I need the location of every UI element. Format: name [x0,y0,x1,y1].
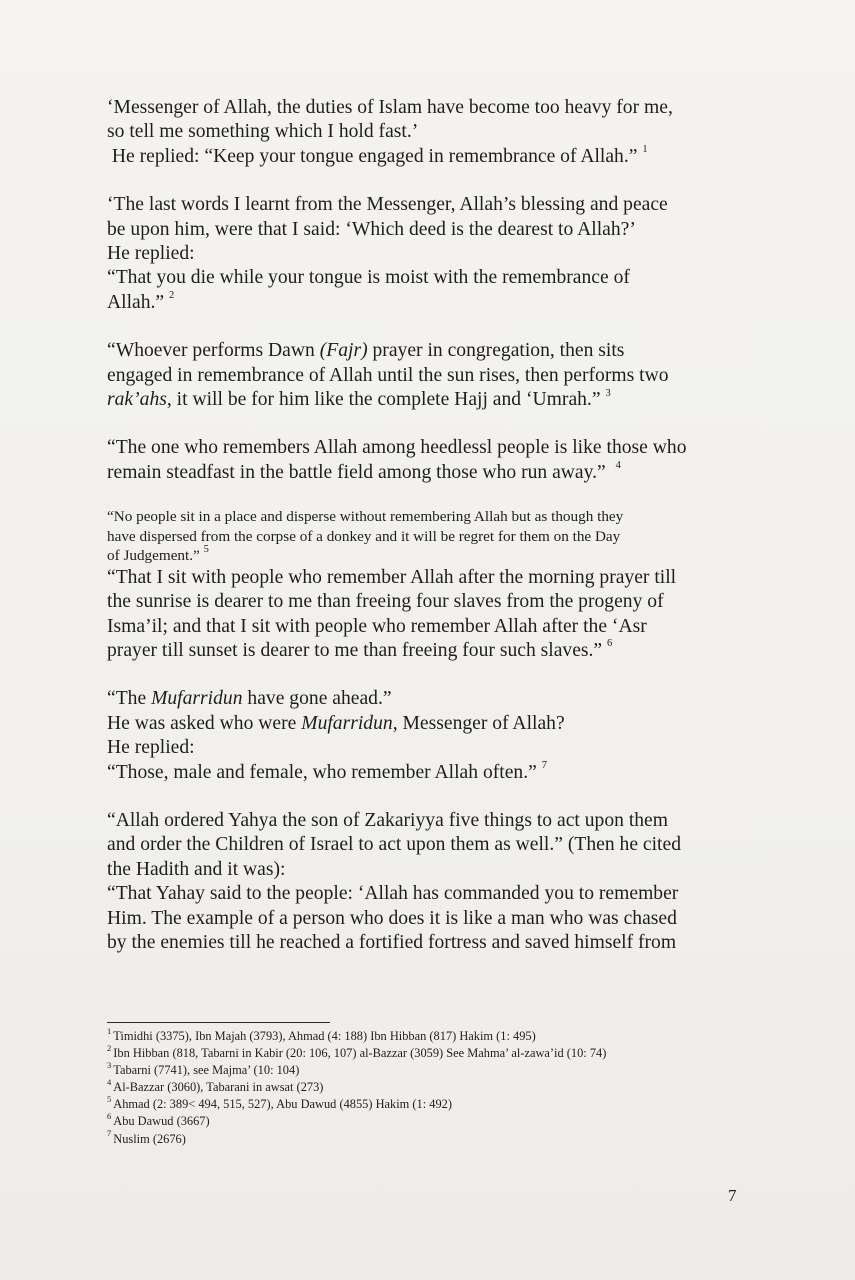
footnotes [107,1025,747,1148]
footnote-ref-7[interactable]: 7 [541,760,547,772]
paragraph-1 [107,96,747,169]
text-line: ‘Messenger of Allah, the duties of Islam have become too heavy for me, [107,97,673,118]
text-line: “That you die while your tongue is moist with the remembrance of [107,267,630,289]
page-number: 7 [728,1186,737,1205]
paragraph-8 [107,809,747,955]
text-line: prayer till sunset is dearer to me than freeing four such slaves.” $^6$ [107,638,613,661]
italic-term: (Fajr) [319,340,368,362]
italic-term: rak’ahs [107,389,167,411]
text-line: “Whoever performs Dawn (Fajr) prayer in congregation, then sits [107,340,625,362]
text-line: “The Mufarridun have gone ahead.” [107,688,392,710]
italic-term: Mufarridun [301,712,393,734]
paragraph-6 [107,566,747,664]
paragraph-4 [107,436,747,485]
text-line: by the enemies till he reached a fortified fortress and saved himself from [107,932,677,954]
paragraph-7 [107,687,747,785]
paragraph-2 [107,193,747,315]
text-line: be upon him, were that I said: ‘Which deed is the dearest to Allah?’ [107,218,636,240]
text-line: “Allah ordered Yahya the son of Zakariyya five things to act upon them [107,810,668,832]
text-line: of Judgement.” $^5$ [107,544,209,565]
footnote-ref-6[interactable]: 6 [607,638,613,650]
text-line: “No people sit in a place and disperse without remembering Allah but as though they [107,508,624,526]
paragraph-5 [107,507,747,566]
text-line: ‘The last words I learnt from the Messenger, Allah’s blessing and peace [107,194,668,216]
text-line: “The one who remembers Allah among heedlessl people is like those who [107,437,687,459]
text-line: rak’ahs, it will be for him like the complete Hajj and ‘Umrah.” $^3$ [107,387,611,411]
text-line: He replied: [107,737,195,759]
footnote-ref-5[interactable]: 5 [203,544,209,556]
text-line: and order the Children of Israel to act upon them as well.” (Then he cited [107,834,681,856]
text-line: remain steadfast in the battle field among those who run away.” $^4$ [107,460,621,483]
footnote-divider [107,1022,330,1023]
text-line: “Those, male and female, who remember Allah often.” $^7$ [107,760,547,783]
text-line: He was asked who were Mufarridun, Messenger of Allah? [107,712,565,734]
text-line: the sunrise is dearer to me than freeing four slaves from the progeny of [107,591,664,613]
footnote-7: $^7$ Nuslim (2676) [107,1128,186,1146]
footnote-ref-4[interactable]: 4 [615,460,621,472]
footnote-6: $^6$ Abu Dawud (3667) [107,1111,210,1129]
footnote-ref-1[interactable]: 1 [642,144,648,156]
footnote-4: $^4$ Al-Bazzar (3060), Tabarani in awsat (273) [107,1077,324,1095]
text-line: Isma’il; and that I sit with people who remember Allah after the ‘Asr [107,615,647,637]
text-line: He replied: [107,243,195,265]
footnote-3: $^3$ Tabarni (7741), see Majma’ (10: 104) [107,1060,300,1078]
text-line: engaged in remembrance of Allah until the sun rises, then performs two [107,364,669,386]
text-line: Him. The example of a person who does it is like a man who was chased [107,907,677,929]
text-line: the Hadith and it was): [107,858,286,880]
text-line: Allah.” $^2$ [107,290,175,313]
text-line: have dispersed from the corpse of a donkey and it will be regret for them on the Day [107,527,621,545]
paragraph-3 [107,339,747,412]
footnote-2: $^2$ Ibn Hibban (818, Tabarni in Kabir (20: 106, 107) al-Bazzar (3059) See Mahma’ al-zawa’id (10: 74) [107,1042,607,1061]
main-text [107,96,747,955]
text-line: “That I sit with people who remember Allah after the morning prayer till [107,566,677,588]
footnote-5: $^5$ Ahmad (2: 389< 494, 515, 527), Abu Dawud (4855) Hakim (1: 492) [107,1094,452,1112]
text-line: “That Yahay said to the people: ‘Allah has commanded you to remember [107,883,679,905]
italic-term: Mufarridun [151,688,243,710]
text-line: so tell me something which I hold fast.’ [107,121,419,143]
footnote-1: $^1$ Timidhi (3375), Ibn Majah (3793), Ahmad (4: 188) Ibn Hibban (817) Hakim (1: 495) [107,1025,536,1043]
text-line: He replied: “Keep your tongue engaged in remembrance of Allah.” $^1$ [107,144,648,167]
footnote-ref-3[interactable]: 3 [605,387,611,399]
footnote-ref-2[interactable]: 2 [169,290,175,302]
